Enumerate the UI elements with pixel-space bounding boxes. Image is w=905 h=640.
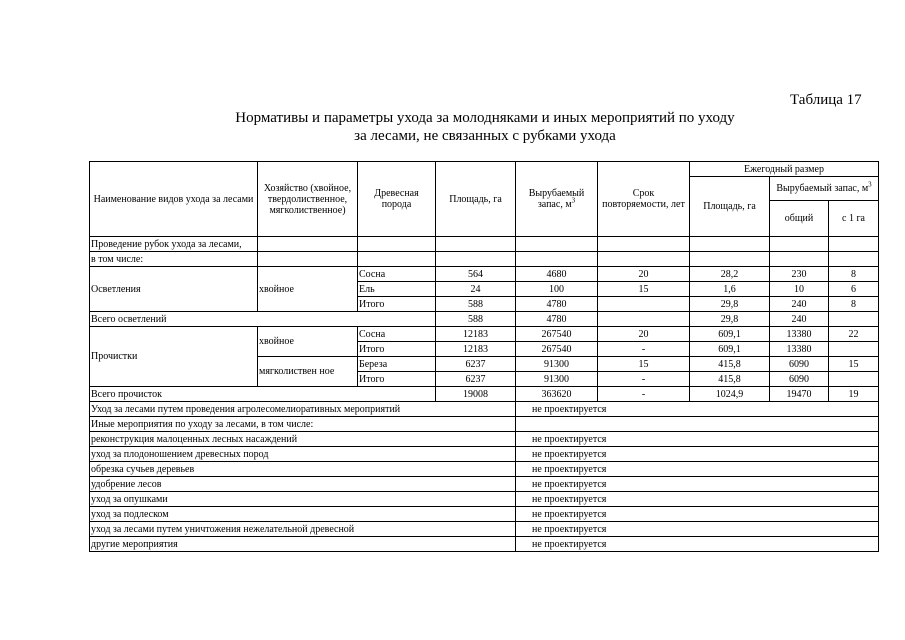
value-cell: 6237 bbox=[436, 357, 516, 372]
row-label: Уход за лесами путем проведения агролесомелиоративных мероприятий bbox=[90, 402, 516, 417]
value-cell: 564 bbox=[436, 267, 516, 282]
header-cut-stock: Вырубаемый запас, $м^3$ bbox=[516, 162, 598, 237]
species-cell: Итого bbox=[358, 372, 436, 387]
status-cell: не проектируется bbox=[516, 537, 879, 552]
value-cell: 20 bbox=[598, 267, 690, 282]
row-label: реконструкция малоценных лесных насаждений bbox=[90, 432, 516, 447]
header-total: общий bbox=[770, 201, 829, 237]
value-cell: 19008 bbox=[436, 387, 516, 402]
header-area: Площадь, га bbox=[436, 162, 516, 237]
species-cell: Итого bbox=[358, 297, 436, 312]
value-cell bbox=[598, 297, 690, 312]
row-label: уход за опушками bbox=[90, 492, 516, 507]
table-row bbox=[90, 417, 879, 432]
species-cell: Сосна bbox=[358, 327, 436, 342]
value-cell: 609,1 bbox=[690, 342, 770, 357]
value-cell: 19470 bbox=[770, 387, 829, 402]
value-cell: 415,8 bbox=[690, 372, 770, 387]
farm-cell: хвойное bbox=[258, 267, 358, 312]
value-cell: 8 bbox=[829, 297, 879, 312]
value-cell: 15 bbox=[829, 357, 879, 372]
value-cell: - bbox=[598, 372, 690, 387]
row-label: Иные мероприятия по уходу за лесами, в том числе: bbox=[90, 417, 516, 432]
value-cell: 15 bbox=[598, 282, 690, 297]
status-cell: не проектируется bbox=[516, 402, 879, 417]
value-cell: 4780 bbox=[516, 312, 598, 327]
title-line-2: за лесами, не связанных с рубками ухода bbox=[354, 128, 616, 144]
table-row bbox=[90, 267, 879, 282]
value-cell bbox=[598, 312, 690, 327]
table-row bbox=[90, 312, 879, 327]
table-row bbox=[90, 387, 879, 402]
table-row bbox=[90, 237, 879, 252]
status-cell bbox=[516, 417, 879, 432]
value-cell: 13380 bbox=[770, 327, 829, 342]
value-cell: 415,8 bbox=[690, 357, 770, 372]
value-cell: 6237 bbox=[436, 372, 516, 387]
value-cell: 8 bbox=[829, 267, 879, 282]
table-row bbox=[90, 327, 879, 342]
row-label: уход за лесами путем уничтожения нежелательной древесной bbox=[90, 522, 516, 537]
header-name: Наименование видов ухода за лесами bbox=[90, 162, 258, 237]
value-cell: 20 bbox=[598, 327, 690, 342]
status-cell: не проектируется bbox=[516, 462, 879, 477]
status-cell: не проектируется bbox=[516, 447, 879, 462]
row-label: Проведение рубок ухода за лесами, bbox=[90, 237, 258, 252]
row-label: в том числе: bbox=[90, 252, 258, 267]
table-row bbox=[90, 462, 879, 477]
status-cell: не проектируется bbox=[516, 507, 879, 522]
value-cell: 588 bbox=[436, 312, 516, 327]
value-cell: 588 bbox=[436, 297, 516, 312]
value-cell bbox=[829, 312, 879, 327]
table-row bbox=[90, 537, 879, 552]
value-cell: 13380 bbox=[770, 342, 829, 357]
title-line-1: Нормативы и параметры ухода за молодняками и иных мероприятий по уходу bbox=[235, 110, 735, 126]
value-cell: 230 bbox=[770, 267, 829, 282]
species-cell: Сосна bbox=[358, 267, 436, 282]
value-cell: 1024,9 bbox=[690, 387, 770, 402]
value-cell: 12183 bbox=[436, 327, 516, 342]
value-cell bbox=[829, 342, 879, 357]
table-row bbox=[90, 432, 879, 447]
row-label: Прочистки bbox=[90, 327, 258, 387]
table-row bbox=[90, 252, 879, 267]
table-row bbox=[90, 507, 879, 522]
header-species: Древесная порода bbox=[358, 162, 436, 237]
farm-cell: хвойное bbox=[258, 327, 358, 357]
value-cell: - bbox=[598, 387, 690, 402]
species-cell: Итого bbox=[358, 342, 436, 357]
table-row bbox=[90, 522, 879, 537]
header-per-ha: с 1 га bbox=[829, 201, 879, 237]
row-label: Осветления bbox=[90, 267, 258, 312]
value-cell: 91300 bbox=[516, 357, 598, 372]
value-cell: 15 bbox=[598, 357, 690, 372]
value-cell: 28,2 bbox=[690, 267, 770, 282]
value-cell: 100 bbox=[516, 282, 598, 297]
value-cell: 6090 bbox=[770, 357, 829, 372]
value-cell: 267540 bbox=[516, 327, 598, 342]
value-cell: 6 bbox=[829, 282, 879, 297]
status-cell: не проектируется bbox=[516, 477, 879, 492]
species-cell: Береза bbox=[358, 357, 436, 372]
value-cell: 1,6 bbox=[690, 282, 770, 297]
row-label: удобрение лесов bbox=[90, 477, 516, 492]
row-label: уход за подлеском bbox=[90, 507, 516, 522]
value-cell: 12183 bbox=[436, 342, 516, 357]
header-farm: Хозяйство (хвойное, твердолиственное, мягколиственное) bbox=[258, 162, 358, 237]
row-label: другие мероприятия bbox=[90, 537, 516, 552]
status-cell: не проектируется bbox=[516, 432, 879, 447]
species-cell: Ель bbox=[358, 282, 436, 297]
value-cell: 91300 bbox=[516, 372, 598, 387]
farm-cell: мягколиствен ное bbox=[258, 357, 358, 387]
row-label: уход за плодоношением древесных пород bbox=[90, 447, 516, 462]
value-cell: 240 bbox=[770, 297, 829, 312]
header-annual-stock: Вырубаемый запас, $м^3$ bbox=[770, 177, 879, 201]
value-cell: 22 bbox=[829, 327, 879, 342]
table-row bbox=[90, 492, 879, 507]
header-period: Срок повторяемости, лет bbox=[598, 162, 690, 237]
table-number: Таблица 17 bbox=[790, 92, 862, 108]
status-cell: не проектируется bbox=[516, 522, 879, 537]
value-cell: 4680 bbox=[516, 267, 598, 282]
table-row bbox=[90, 402, 879, 417]
value-cell: 6090 bbox=[770, 372, 829, 387]
value-cell: 10 bbox=[770, 282, 829, 297]
value-cell: 609,1 bbox=[690, 327, 770, 342]
value-cell: 29,8 bbox=[690, 297, 770, 312]
value-cell: 363620 bbox=[516, 387, 598, 402]
value-cell: - bbox=[598, 342, 690, 357]
forestry-table bbox=[89, 161, 879, 552]
row-label: обрезка сучьев деревьев bbox=[90, 462, 516, 477]
value-cell: 4780 bbox=[516, 297, 598, 312]
header-annual: Ежегодный размер bbox=[690, 162, 879, 177]
value-cell: 29,8 bbox=[690, 312, 770, 327]
value-cell: 267540 bbox=[516, 342, 598, 357]
value-cell bbox=[829, 372, 879, 387]
value-cell: 240 bbox=[770, 312, 829, 327]
table-row bbox=[90, 447, 879, 462]
row-label: Всего осветлений bbox=[90, 312, 436, 327]
table-row bbox=[90, 477, 879, 492]
row-label: Всего прочисток bbox=[90, 387, 436, 402]
table-title bbox=[90, 109, 880, 145]
value-cell: 19 bbox=[829, 387, 879, 402]
value-cell: 24 bbox=[436, 282, 516, 297]
header-annual-area: Площадь, га bbox=[690, 177, 770, 237]
status-cell: не проектируется bbox=[516, 492, 879, 507]
